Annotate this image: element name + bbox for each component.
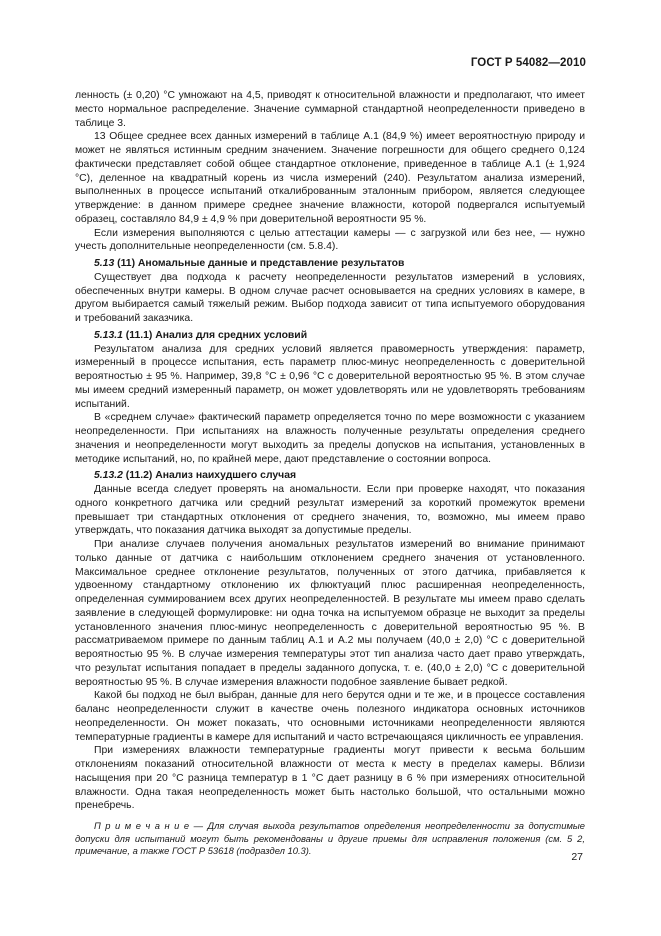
paragraph: Существует два подхода к расчету неопределенности результатов измерений в условиях, обеспеченных внутри камеры. В одном случае расчет основывается на средних условиях в камере, в другом выбирается самый тяжелый режим. Выбор подхода зависит от типа испытуемого оборудования и требований заказчика. [75,271,585,324]
section-title: (11) Аномальные данные и представление результатов [114,258,405,269]
document-body [75,89,585,858]
section-heading [75,469,585,483]
section-number: 5.13.2 [94,470,123,482]
paragraph: Если измерения выполняются с целью аттестации камеры — с загрузкой или без нее, — нужно учесть дополнительные неопределенности (см. 5.8.4). [75,227,585,253]
paragraph: ленность (± 0,20) °С умножают на 4,5, приводят к относительной влажности и предполагают, что имеет место нормальное распределение. Значение суммарной стандартной неопределенности приведено в таблице 3. [75,90,585,129]
section-title: (11.2) Анализ наихудшего случая [122,470,297,482]
paragraph: В «среднем случае» фактический параметр определяется точно по мере возможности с указанием неопределенности. При испытаниях на влажность полученные результаты определения среднего значения и неопределенности могут выходить за пределы допусков на испытания, установленных в методике испытаний, но, по крайней мере, дают представление о состоянии вопроса. [75,412,585,465]
section-number: 5.13.1 [94,329,123,341]
document-id-header: ГОСТ Р 54082—2010 [470,57,586,69]
section-number: 5.13 [94,258,115,269]
page-number: 27 [571,851,583,863]
section-title: (11.1) Анализ для средних условий [122,329,308,341]
paragraph: 13 Общее среднее всех данных измерений в таблице А.1 (84,9 %) имеет вероятностную природу и может не являться истинным средним значением. Значение погрешности для общего среднего 0,124 фактически представляет собой общее стандартное отклонение, приведенное в таблице А.1 (± 1,924 °С), деленное на квадратный корень из числа измерений (240). Результатом анализа измерений, выполненных в процессе испытаний откалиброванным эталонным прибором, является следующее утверждение: в данном примере среднее значение влажности, которой подвергался испытуемый образец, составляло 84,9 ± 4,9 % при доверительной вероятности 95 %. [75,131,585,225]
paragraph: Данные всегда следует проверять на аномальности. Если при проверке находят, что показания одного конкретного датчика или средний результат измерений за короткий промежуток времени превышает три стандартных отклонения от среднего значения, то, возможно, мы имеем право утверждать, что показания датчика выходят за допустимые пределы. [75,484,585,537]
paragraph: При измерениях влажности температурные градиенты могут привести к весьма большим отклонениям показаний относительной влажности от места к месту в пределах камеры. Вблизи насыщения при 20 °С разница температур в 1 °С дает разницу в 6 % при измерениях относительной влажности. Одна такая неопределенность может быть настолько большой, что остальными можно пренебречь. [75,745,585,812]
paragraph: При анализе случаев получения аномальных результатов измерений во внимание принимают только данные от датчика с наибольшим отклонением среднего значения от установленного. Максимальное среднее отклонение результатов, полученных от этого датчика, прибавляется к удвоенному стандартному отклонению их флюктуаций плюс расширенная неопределенность, определенная суммированием всех других неопределенностей. В результате мы имеем право сделать заявление в следующей формулировке: ни одна точка на испытуемом образце не выходит за пределы установленного значения плюс-минус неопределенность с доверительной вероятностью 95 %. В рассматриваемом примере по данным таблиц А.1 и А.2 мы получаем (40,0 ± 2,0) °С с доверительной вероятностью 95 %. В случае измерения температуры этот тип анализа часто дает право утверждать, что результат испытания попадает в пределы заданного допуска, т. е. (40,0 ± 2,0) °С с доверительной вероятностью 95 %. В случае измерения влажности подобное заявление бывает редкой. [75,539,585,688]
note: П р и м е ч а н и е — Для случая выхода результатов определения неопределенности за допустимые допуски для испытаний могут быть рекомендованы и другие приемы для исправления положения (см. 5 2, примечание, а также ГОСТ Р 53618 (подраздел 10.3). [75,820,585,856]
paragraph: Результатом анализа для средних условий является правомерность утверждения: параметр, измеренный в процессе испытания, есть параметр плюс-минус неопределенность с доверительной вероятностью ± 95 %. Например, 39,8 °С ± 0,96 °С с доверительной вероятностью 95 %. В этом случае мы имеем средний измеренный параметр, он может удовлетворять или не удовлетворять требованиям испытаний. [75,343,585,410]
section-heading [75,329,585,343]
paragraph: Какой бы подход не был выбран, данные для него берутся одни и те же, и в процессе составления баланс неопределенности служит в качестве очень полезного индикатора основных источников неопределенности. Он может показать, что основными источниками неопределенности являются температурные градиенты в камере для испытаний и часто встречающаяся цикличность ее управления. [75,690,585,743]
section-heading [75,257,585,271]
